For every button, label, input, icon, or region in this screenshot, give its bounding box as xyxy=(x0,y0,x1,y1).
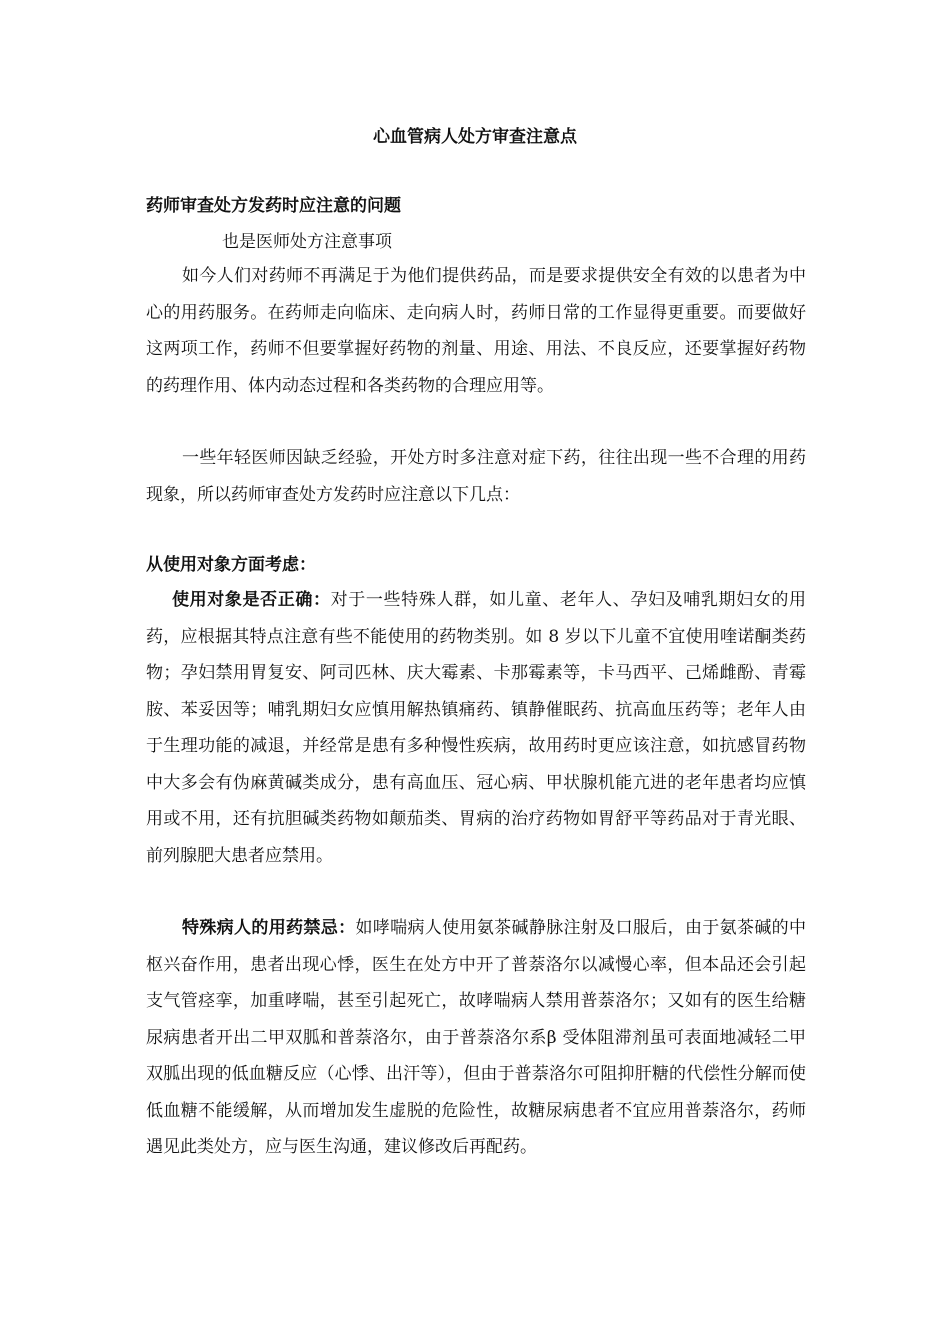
paragraph-special-patients xyxy=(146,910,806,1166)
paragraph-young-physicians: 一些年轻医师因缺乏经验，开处方时多注意对症下药，往往出现一些不合理的用药现象，所以药师审查处方发药时应注意以下几点： xyxy=(146,448,806,505)
section-subheading: 也是医师处方注意事项 xyxy=(222,232,392,252)
item-label-special-patients: 特殊病人的用药禁忌： xyxy=(182,918,356,938)
item-label-target-population: 使用对象是否正确： xyxy=(172,590,331,610)
document-title: 心血管病人处方审查注意点 xyxy=(373,127,577,147)
paragraph-target-population xyxy=(146,582,806,874)
item-text-target-population: 对于一些特殊人群，如儿童、老年人、孕妇及哺乳期妇女的用药，应根据其特点注意有些不能使用的药物类别。如 8 岁以下儿童不宜使用喹诺酮类药物；孕妇禁用胃复安、阿司匹林、庆大霉素、卡那霉素等，卡马西平、己烯雌酚、青霉胺、苯妥因等；哺乳期妇女应慎用解热镇痛药、镇静催眠药、抗高血压药等；老年人由于生理功能的减退，并经常是患有多种慢性疾病，故用药时更应该注意，如抗感冒药物中大多会有伪麻黄碱类成分，患有高血压、冠心病、甲状腺机能亢进的老年患者均应慎用或不用，还有抗胆碱类药物如颠茄类、胃病的治疗药物如胃舒平等药品对于青光眼、前列腺肥大患者应禁用。 xyxy=(146,590,807,866)
item-text-special-patients: 如哮喘病人使用氨茶碱静脉注射及口服后，由于氨茶碱的中枢兴奋作用，患者出现心悸，医生在处方中开了普萘洛尔以减慢心率，但本品还会引起支气管痉挛，加重哮喘，甚至引起死亡，故哮喘病人禁用普萘洛尔；又如有的医生给糖尿病患者开出二甲双胍和普萘洛尔，由于普萘洛尔系β 受体阻滞剂虽可表面地减轻二甲双胍出现的低血糖反应（心悸、出汗等），但由于普萘洛尔可阻抑肝糖的代偿性分解而使低血糖不能缓解，从而增加发生虚脱的危险性，故糖尿病患者不宜应用普萘洛尔，药师遇见此类处方，应与医生沟通，建议修改后再配药。 xyxy=(146,918,807,1157)
section-heading-pharmacist-review: 药师审查处方发药时应注意的问题 xyxy=(146,196,401,216)
section-heading-patient-considerations: 从使用对象方面考虑： xyxy=(146,555,316,575)
paragraph-intro: 如今人们对药师不再满足于为他们提供药品，而是要求提供安全有效的以患者为中心的用药服务。在药师走向临床、走向病人时，药师日常的工作显得更重要。而要做好这两项工作，药师不但要掌握好药物的剂量、用途、用法、不良反应，还要掌握好药物的药理作用、体内动态过程和各类药物的合理应用等。 xyxy=(146,266,806,396)
